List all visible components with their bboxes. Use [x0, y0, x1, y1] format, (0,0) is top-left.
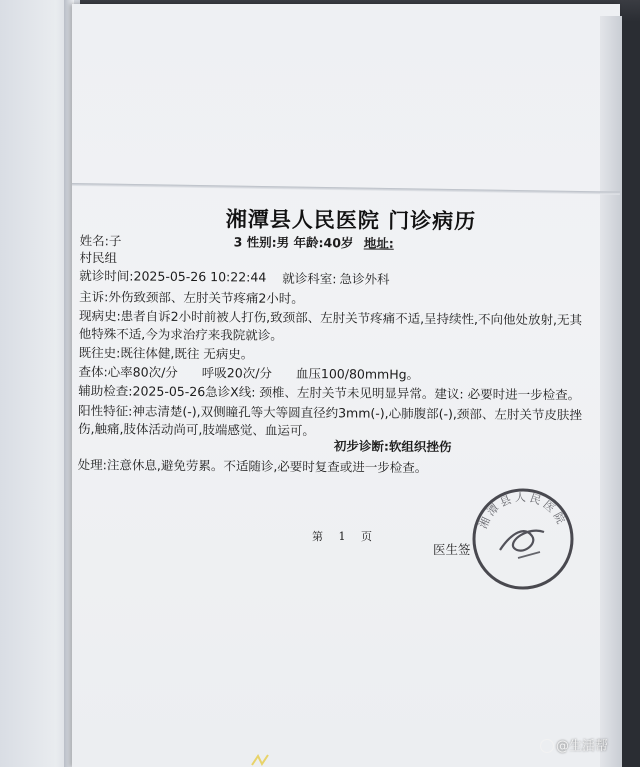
present-illness-row [79, 308, 582, 327]
doctor-signature-label: 医生签 [433, 542, 471, 557]
exam-label: 查体: [78, 364, 108, 380]
chief-complaint-text: 外伤致颈部、左肘关节疼痛2小时。 [108, 289, 304, 306]
department-value: 急诊外科 [339, 271, 390, 287]
diagnosis-label: 初步诊断: [333, 438, 389, 454]
watermark-logo-icon [540, 739, 554, 753]
treatment-text: 注意休息,避免劳累。不适随诊,必要时复查或进一步检查。 [106, 457, 428, 476]
yellow-marker-scribble [250, 752, 290, 767]
doctor-signature-scribble [500, 531, 544, 551]
hospital-title: 湘潭县人民医院 门诊病历 [225, 206, 477, 234]
chief-complaint-row [79, 289, 304, 306]
department-label: 就诊科室: [282, 270, 337, 287]
page-number: 第 1 页 [312, 530, 378, 543]
visit-time-value: 2025-05-26 10:22:44 [133, 268, 267, 285]
village-text: 村民组 [79, 250, 118, 266]
age-sex-row [234, 234, 416, 251]
present-illness-text-2: 他特殊不适,今为求治疗来我院就诊。 [78, 326, 283, 343]
past-history-row [79, 345, 254, 362]
address-label: 地址: [363, 235, 394, 251]
stamp-text: 湘潭县人民医院 [476, 490, 569, 531]
past-history-text: 既往体健,既往 无病史。 [120, 345, 254, 362]
chief-complaint-label: 主诉: [79, 289, 109, 305]
diagnosis-row [334, 438, 452, 454]
visit-time-row [79, 268, 266, 285]
positive-signs-row [78, 403, 582, 422]
watermark-text: @生活帮 [556, 739, 609, 754]
respiration: 呼吸20次/分 [201, 365, 273, 381]
present-illness-row-2 [79, 326, 283, 343]
name-row [80, 233, 122, 248]
aux-exam-row [78, 383, 580, 402]
name-label: 姓名: [79, 233, 109, 249]
treatment-label: 处理: [77, 457, 107, 473]
visit-time-label: 就诊时间: [79, 268, 134, 284]
svg-text:湘潭县人民医院 [476, 491, 570, 531]
present-illness-text-1: 患者自诉2小时前被人打伤,致颈部、左肘关节疼痛不适,呈持续性,不向他处放射,无其 [120, 308, 583, 328]
positive-signs-label: 阳性特征: [78, 403, 133, 419]
source-watermark [540, 735, 608, 754]
age-sex-text: 3 性别:男 年龄:40岁 [233, 234, 354, 251]
positive-signs-text-1: 神志清楚(-),双侧瞳孔等大等圆直径约3mm(-),心肺腹部(-),颈部、左肘关节皮肤挫 [132, 403, 582, 423]
past-history-label: 既往史: [78, 345, 121, 361]
positive-signs-text-2: 伤,触痛,肢体活动尚可,肢端感觉、血运可。 [77, 421, 315, 439]
treatment-row [78, 457, 428, 475]
diagnosis-text: 软组织挫伤 [388, 438, 452, 455]
aux-exam-text: 2025-05-26急诊X线: 颈椎、左肘关节未见明显异常。建议: 必要时进一步检查。 [132, 383, 581, 403]
blood-pressure: 血压100/80mmHg。 [295, 365, 420, 382]
village-row [79, 250, 117, 265]
positive-signs-row-2 [78, 421, 315, 438]
heart-rate: 心率80次/分 [107, 364, 178, 380]
physical-exam-row [78, 364, 419, 382]
aux-exam-label: 辅助检查: [78, 383, 133, 399]
department-row [282, 271, 389, 287]
name-value: 子 [108, 233, 122, 249]
hospital-seal-stamp [470, 486, 576, 592]
present-illness-label: 现病史: [78, 308, 121, 324]
